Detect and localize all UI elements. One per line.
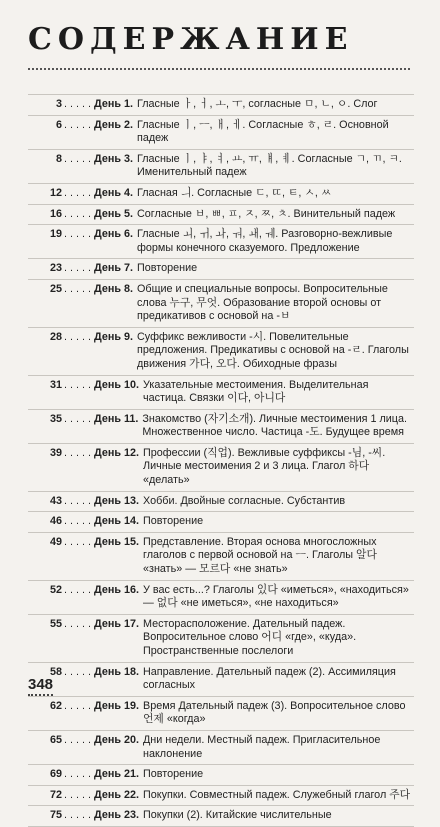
toc-entry (28, 806, 414, 827)
toc-entry (28, 376, 414, 410)
toc-entry (28, 259, 414, 280)
toc-leader-dots: . . . . . (64, 617, 91, 630)
toc-entry-day: День 6. (94, 228, 133, 241)
toc-entry-page: 31 (49, 378, 62, 391)
toc-entry-day: День 21. (94, 768, 139, 781)
toc-entry (28, 697, 414, 731)
toc-entry (28, 663, 414, 697)
toc-entry-page: 39 (49, 446, 62, 459)
toc-entry-page: 49 (49, 535, 62, 548)
toc-entry-description: Покупки (2). Китайские числительные (143, 809, 332, 822)
toc-entry-day: День 1. (94, 98, 133, 110)
toc-leader-dots: . . . . . (64, 494, 91, 507)
toc-entry-description: Покупки. Совместный падеж. Служебный глагол 주다 (143, 788, 411, 801)
toc-entry-day: День 13. (94, 494, 139, 507)
toc-entry-page: 58 (49, 665, 62, 678)
toc-entry-description: Месторасположение. Дательный падеж. Вопросительное слово 어디 «где», «куда». Пространственные послелоги (143, 617, 357, 657)
toc-entry-page: 12 (49, 186, 62, 199)
toc-entry (28, 731, 414, 765)
toc-entry (28, 615, 414, 663)
toc-entry-description: Согласные ㅂ, ㅃ, ㅍ, ㅈ, ㅉ, ㅊ. Винительный падеж (137, 207, 396, 220)
toc-entry-page: 23 (49, 262, 62, 275)
toc-entry-day: День 7. (94, 262, 133, 275)
toc-entry (28, 225, 414, 259)
toc-entry-day: День 8. (94, 282, 133, 295)
toc-entry (28, 94, 414, 116)
toc-entry-page: 55 (49, 617, 62, 630)
toc-entry-page: 43 (49, 494, 62, 507)
toc-entry-page: 8 (55, 152, 62, 165)
toc-leader-dots: . . . . . (64, 699, 91, 712)
toc-entry-page: 46 (49, 515, 62, 528)
toc-entry-description: Время Дательный падеж (3). Вопросительное слово 언제 «когда» (143, 699, 406, 726)
toc-entry-page: 3 (55, 98, 62, 110)
toc-entry-day: День 10. (94, 378, 139, 391)
toc-leader-dots: . . . . . (64, 535, 91, 548)
toc-leader-dots: . . . . . (64, 207, 91, 220)
table-of-contents (28, 94, 414, 827)
toc-entry-description: Гласная ㅢ. Согласные ㄷ, ㄸ, ㅌ, ㅅ, ㅆ (137, 186, 332, 199)
toc-entry (28, 444, 414, 492)
toc-entry-page: 52 (49, 583, 62, 596)
toc-entry-page: 69 (49, 768, 62, 781)
toc-entry (28, 150, 414, 184)
toc-leader-dots: . . . . . (64, 98, 91, 110)
toc-entry-description: Представление. Вторая основа многосложных глаголов с первой основой на ㅡ. Глаголы 알다 «знать» — 모르다 «не знать» (143, 535, 377, 576)
toc-entry-day: День 12. (94, 446, 139, 459)
toc-entry-page: 16 (49, 207, 62, 220)
toc-entry-page: 28 (49, 330, 62, 343)
toc-leader-dots: . . . . . (64, 583, 91, 596)
toc-entry-day: День 3. (94, 152, 133, 165)
page-number: 348 (28, 676, 53, 696)
toc-entry-description: Дни недели. Местный падеж. Пригласительное наклонение (143, 733, 381, 760)
toc-entry-page: 72 (49, 788, 62, 801)
toc-entry-description: Гласные ㅏ, ㅓ, ㅗ, ㅜ, согласные ㅁ, ㄴ, ㅇ. Слог (137, 98, 378, 110)
toc-entry (28, 184, 414, 205)
toc-leader-dots: . . . . . (64, 186, 91, 199)
toc-entry (28, 765, 414, 786)
toc-leader-dots: . . . . . (64, 733, 91, 746)
toc-leader-dots: . . . . . (64, 515, 91, 528)
toc-entry-description: У вас есть...? Глаголы 있다 «иметься», «находиться» — 없다 «не иметься», «не находиться» (143, 583, 409, 610)
toc-entry-day: День 16. (94, 583, 139, 596)
toc-entry-description: Хобби. Двойные согласные. Субстантив (143, 494, 346, 507)
toc-entry (28, 328, 414, 376)
toc-entry-day: День 4. (94, 186, 133, 199)
toc-leader-dots: . . . . . (64, 665, 91, 678)
toc-leader-dots: . . . . . (64, 788, 91, 801)
toc-entry-day: День 18. (94, 665, 139, 678)
toc-leader-dots: . . . . . (64, 228, 91, 241)
toc-leader-dots: . . . . . (64, 152, 91, 165)
toc-entry-day: День 22. (94, 788, 139, 801)
toc-entry-day: День 15. (94, 535, 139, 548)
toc-entry-day: День 2. (94, 118, 133, 131)
toc-entry-day: День 9. (94, 330, 133, 343)
toc-leader-dots: . . . . . (64, 378, 91, 391)
toc-leader-dots: . . . . . (64, 809, 91, 822)
toc-entry (28, 533, 414, 581)
toc-entry-description: Повторение (137, 262, 198, 275)
toc-leader-dots: . . . . . (64, 282, 91, 295)
toc-entry-page: 35 (49, 412, 62, 425)
toc-entry-description: Повторение (143, 768, 204, 781)
toc-entry-page: 65 (49, 733, 62, 746)
toc-entry-day: День 14. (94, 515, 139, 528)
toc-entry-page: 62 (49, 699, 62, 712)
toc-leader-dots: . . . . . (64, 330, 91, 343)
title-divider (28, 68, 410, 70)
toc-leader-dots: . . . . . (64, 412, 91, 425)
toc-entry-page: 19 (49, 228, 62, 241)
toc-entry-day: День 17. (94, 617, 139, 630)
toc-entry-description: Гласные ㅣ, ㅑ, ㅕ, ㅛ, ㅠ, ㅒ, ㅖ. Согласные ㄱ, ㄲ, ㅋ. Именительный падеж (137, 152, 402, 179)
toc-entry-description: Знакомство (자기소개). Личные местоимения 1 лица. Множественное число. Частица -도. Будущее время (142, 412, 407, 439)
toc-entry-description: Суффикс вежливости -시. Повелительные предложения. Предикативы с основой на -ㄹ. Глаголы движения 가다, 오다. Обиходные фразы (137, 330, 409, 370)
toc-leader-dots: . . . . . (64, 118, 91, 131)
toc-leader-dots: . . . . . (64, 768, 91, 781)
toc-entry-day: День 23. (94, 809, 139, 822)
toc-entry-description: Профессии (직업). Вежливые суффиксы -님, -씨. Личные местоимения 2 и 3 лица. Глагол 하다 «делать» (143, 446, 386, 487)
toc-entry (28, 786, 414, 807)
toc-entry (28, 410, 414, 444)
toc-entry-description: Повторение (143, 515, 204, 528)
toc-entry-day: День 11. (94, 412, 139, 425)
toc-entry (28, 280, 414, 328)
toc-entry-page: 75 (49, 809, 62, 822)
toc-leader-dots: . . . . . (64, 262, 91, 275)
toc-entry (28, 492, 414, 513)
toc-entry-day: День 19. (94, 699, 139, 712)
toc-entry-day: День 20. (94, 733, 139, 746)
toc-leader-dots: . . . . . (64, 446, 91, 459)
toc-entry (28, 205, 414, 226)
page-title: СОДЕРЖАНИЕ (28, 22, 354, 57)
toc-entry (28, 512, 414, 533)
toc-entry-description: Направление. Дательный падеж (2). Ассимиляция согласных (143, 665, 396, 692)
toc-entry-description: Гласные ㅣ, ㅡ, ㅐ, ㅔ. Согласные ㅎ, ㄹ. Основной падеж (137, 118, 389, 145)
toc-entry-description: Указательные местоимения. Выделительная частица. Связки 이다, 아니다 (143, 378, 369, 405)
toc-entry-description: Гласные ㅚ, ㅟ, ㅘ, ㅝ, ㅙ, ㅞ. Разговорно-вежливые формы конечного сказуемого. Предложение (137, 228, 393, 254)
toc-entry-page: 25 (49, 282, 62, 295)
toc-entry (28, 116, 414, 150)
toc-entry-day: День 5. (94, 207, 133, 220)
toc-entry-description: Общие и специальные вопросы. Вопросительные слова 누구, 무엇. Образование второй основы от предикативов с основой на -ㅂ (137, 282, 388, 323)
toc-entry-page: 6 (55, 118, 62, 131)
toc-entry (28, 581, 414, 615)
